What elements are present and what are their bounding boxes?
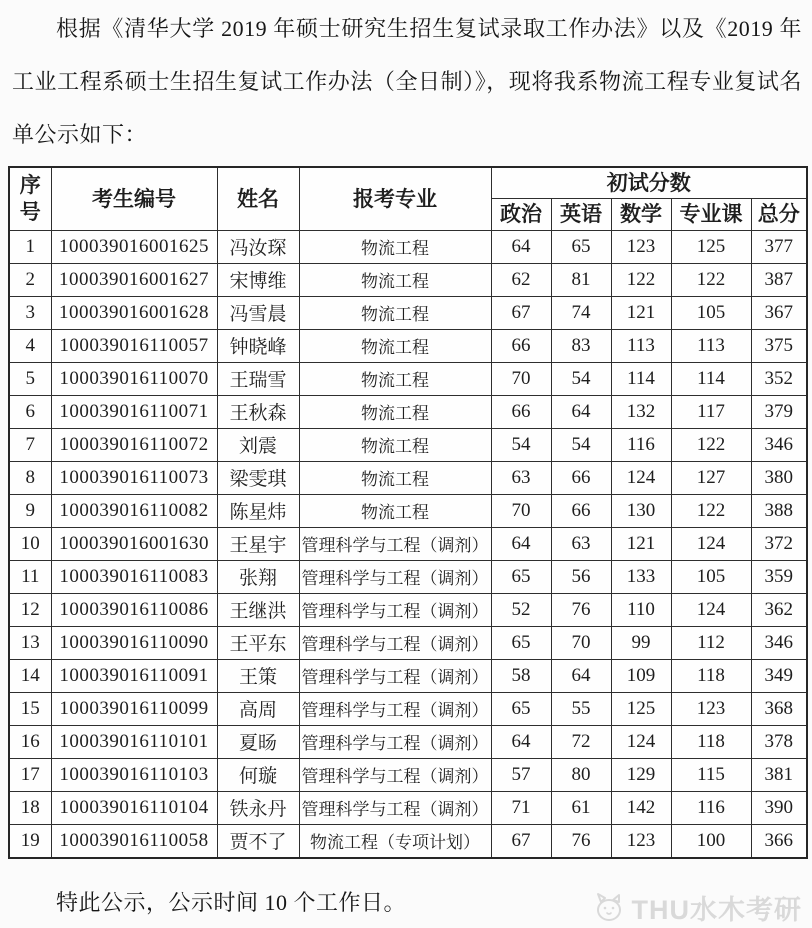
cell-seq: 4 [9, 329, 51, 362]
cell-math-score: 122 [611, 263, 671, 296]
cell-major: 管理科学与工程（调剂） [299, 791, 491, 824]
table-row [9, 428, 807, 461]
cell-course-score: 125 [671, 230, 751, 263]
table-row [9, 593, 807, 626]
cell-total-score: 390 [751, 791, 807, 824]
cell-english-score: 56 [551, 560, 611, 593]
cell-name: 王瑞雪 [217, 362, 299, 395]
cell-english-score: 74 [551, 296, 611, 329]
cell-politics-score: 65 [491, 692, 551, 725]
cell-candidate-id: 100039016110073 [51, 461, 217, 494]
table-row [9, 494, 807, 527]
cell-seq: 10 [9, 527, 51, 560]
cell-english-score: 83 [551, 329, 611, 362]
cell-english-score: 66 [551, 461, 611, 494]
table-row [9, 791, 807, 824]
cell-course-score: 113 [671, 329, 751, 362]
cell-total-score: 388 [751, 494, 807, 527]
cell-english-score: 70 [551, 626, 611, 659]
table-header [9, 167, 807, 231]
cell-politics-score: 54 [491, 428, 551, 461]
cell-major: 物流工程 [299, 461, 491, 494]
cell-name: 王星宇 [217, 527, 299, 560]
col-header-course: 专业课 [671, 198, 751, 230]
cell-candidate-id: 100039016110058 [51, 824, 217, 858]
cell-major: 物流工程 [299, 296, 491, 329]
cell-total-score: 380 [751, 461, 807, 494]
cell-total-score: 346 [751, 428, 807, 461]
table-row [9, 329, 807, 362]
cell-total-score: 352 [751, 362, 807, 395]
cell-course-score: 118 [671, 725, 751, 758]
cell-math-score: 132 [611, 395, 671, 428]
table-row [9, 626, 807, 659]
cell-seq: 14 [9, 659, 51, 692]
cell-math-score: 109 [611, 659, 671, 692]
cell-seq: 17 [9, 758, 51, 791]
footer-paragraph: 特此公示，公示时间 10 个工作日。 [56, 889, 407, 915]
cell-name: 张翔 [217, 560, 299, 593]
cell-math-score: 142 [611, 791, 671, 824]
cell-politics-score: 65 [491, 626, 551, 659]
cell-math-score: 125 [611, 692, 671, 725]
cell-candidate-id: 100039016110091 [51, 659, 217, 692]
cell-name: 王秋森 [217, 395, 299, 428]
cell-candidate-id: 100039016110071 [51, 395, 217, 428]
cell-math-score: 116 [611, 428, 671, 461]
cell-total-score: 366 [751, 824, 807, 858]
cell-major: 物流工程 [299, 395, 491, 428]
cell-total-score: 346 [751, 626, 807, 659]
cell-major: 管理科学与工程（调剂） [299, 659, 491, 692]
cell-english-score: 63 [551, 527, 611, 560]
cell-total-score: 387 [751, 263, 807, 296]
cell-course-score: 122 [671, 494, 751, 527]
cell-english-score: 66 [551, 494, 611, 527]
cell-politics-score: 70 [491, 494, 551, 527]
cell-course-score: 124 [671, 527, 751, 560]
table-row [9, 824, 807, 858]
cell-seq: 13 [9, 626, 51, 659]
cell-name: 王平东 [217, 626, 299, 659]
table-row [9, 395, 807, 428]
cell-course-score: 116 [671, 791, 751, 824]
cell-english-score: 55 [551, 692, 611, 725]
cell-math-score: 99 [611, 626, 671, 659]
cell-politics-score: 64 [491, 527, 551, 560]
cell-major: 管理科学与工程（调剂） [299, 560, 491, 593]
cell-name: 王策 [217, 659, 299, 692]
cell-politics-score: 67 [491, 824, 551, 858]
table-row [9, 296, 807, 329]
cell-english-score: 54 [551, 428, 611, 461]
cell-politics-score: 65 [491, 560, 551, 593]
col-header-math: 数学 [611, 198, 671, 230]
cell-candidate-id: 100039016110082 [51, 494, 217, 527]
table-row [9, 461, 807, 494]
cell-candidate-id: 100039016110070 [51, 362, 217, 395]
cell-major: 管理科学与工程（调剂） [299, 692, 491, 725]
cell-math-score: 130 [611, 494, 671, 527]
footer-area [0, 886, 812, 928]
cell-major: 物流工程 [299, 230, 491, 263]
cell-seq: 12 [9, 593, 51, 626]
document-page [0, 2, 812, 928]
cell-name: 王继洪 [217, 593, 299, 626]
cell-english-score: 64 [551, 395, 611, 428]
cell-math-score: 124 [611, 461, 671, 494]
cell-candidate-id: 100039016110057 [51, 329, 217, 362]
table-row [9, 659, 807, 692]
cell-seq: 7 [9, 428, 51, 461]
cell-english-score: 65 [551, 230, 611, 263]
cell-math-score: 123 [611, 824, 671, 858]
cell-politics-score: 70 [491, 362, 551, 395]
cell-major: 管理科学与工程（调剂） [299, 593, 491, 626]
cell-course-score: 122 [671, 428, 751, 461]
cell-total-score: 379 [751, 395, 807, 428]
cell-english-score: 72 [551, 725, 611, 758]
cell-name: 梁雯琪 [217, 461, 299, 494]
cat-logo-icon [593, 892, 627, 922]
cell-course-score: 112 [671, 626, 751, 659]
cell-name: 何璇 [217, 758, 299, 791]
cell-english-score: 81 [551, 263, 611, 296]
cell-seq: 6 [9, 395, 51, 428]
cell-english-score: 61 [551, 791, 611, 824]
table-row [9, 527, 807, 560]
cell-course-score: 117 [671, 395, 751, 428]
cell-candidate-id: 100039016110086 [51, 593, 217, 626]
table-row [9, 263, 807, 296]
cell-course-score: 123 [671, 692, 751, 725]
cell-math-score: 110 [611, 593, 671, 626]
cell-candidate-id: 100039016110104 [51, 791, 217, 824]
cell-total-score: 359 [751, 560, 807, 593]
col-header-politics: 政治 [491, 198, 551, 230]
cell-seq: 15 [9, 692, 51, 725]
cell-total-score: 375 [751, 329, 807, 362]
cell-major: 管理科学与工程（调剂） [299, 725, 491, 758]
cell-course-score: 105 [671, 296, 751, 329]
cell-name: 宋博维 [217, 263, 299, 296]
cell-major: 管理科学与工程（调剂） [299, 626, 491, 659]
cell-candidate-id: 100039016110103 [51, 758, 217, 791]
watermark-text: THU水木考研 [631, 894, 802, 925]
cell-seq: 8 [9, 461, 51, 494]
cell-politics-score: 64 [491, 230, 551, 263]
cell-seq: 3 [9, 296, 51, 329]
cell-candidate-id: 100039016110101 [51, 725, 217, 758]
cell-total-score: 367 [751, 296, 807, 329]
col-header-total: 总分 [751, 198, 807, 230]
cell-candidate-id: 100039016110072 [51, 428, 217, 461]
cell-candidate-id: 100039016001630 [51, 527, 217, 560]
candidates-table [8, 166, 808, 859]
cell-total-score: 372 [751, 527, 807, 560]
cell-seq: 11 [9, 560, 51, 593]
cell-major: 物流工程 [299, 263, 491, 296]
cell-course-score: 100 [671, 824, 751, 858]
cell-politics-score: 62 [491, 263, 551, 296]
cell-name: 冯雪晨 [217, 296, 299, 329]
cell-politics-score: 66 [491, 395, 551, 428]
cell-total-score: 381 [751, 758, 807, 791]
cell-candidate-id: 100039016110083 [51, 560, 217, 593]
cell-course-score: 118 [671, 659, 751, 692]
cell-course-score: 124 [671, 593, 751, 626]
table-row [9, 560, 807, 593]
cell-politics-score: 57 [491, 758, 551, 791]
cell-candidate-id: 100039016110090 [51, 626, 217, 659]
cell-name: 钟晓峰 [217, 329, 299, 362]
cell-seq: 9 [9, 494, 51, 527]
cell-course-score: 122 [671, 263, 751, 296]
cell-major: 物流工程 [299, 329, 491, 362]
cell-seq: 16 [9, 725, 51, 758]
cell-major: 物流工程 [299, 428, 491, 461]
cell-politics-score: 63 [491, 461, 551, 494]
cell-english-score: 76 [551, 824, 611, 858]
cell-major: 物流工程 [299, 362, 491, 395]
cell-name: 高周 [217, 692, 299, 725]
cell-name: 陈星炜 [217, 494, 299, 527]
cell-major: 物流工程（专项计划） [299, 824, 491, 858]
table-row [9, 692, 807, 725]
cell-name: 冯汝琛 [217, 230, 299, 263]
cell-english-score: 54 [551, 362, 611, 395]
cell-math-score: 124 [611, 725, 671, 758]
cell-major: 管理科学与工程（调剂） [299, 527, 491, 560]
table-body [9, 230, 807, 858]
cell-seq: 18 [9, 791, 51, 824]
cell-politics-score: 52 [491, 593, 551, 626]
cell-seq: 1 [9, 230, 51, 263]
watermark [593, 888, 803, 927]
cell-politics-score: 58 [491, 659, 551, 692]
cell-course-score: 105 [671, 560, 751, 593]
cell-seq: 19 [9, 824, 51, 858]
col-header-english: 英语 [551, 198, 611, 230]
cell-major: 物流工程 [299, 494, 491, 527]
cell-math-score: 114 [611, 362, 671, 395]
cell-politics-score: 66 [491, 329, 551, 362]
cell-politics-score: 71 [491, 791, 551, 824]
cell-candidate-id: 100039016001625 [51, 230, 217, 263]
cell-math-score: 129 [611, 758, 671, 791]
cell-name: 夏旸 [217, 725, 299, 758]
col-header-seq: 序号 [9, 167, 51, 231]
intro-paragraph: 根据《清华大学 2019 年硕士研究生招生复试录取工作办法》以及《2019 年工业工程系硕士生招生复试工作办法（全日制）》，现将我系物流工程专业复试名单公示如下： [12, 16, 802, 148]
col-header-major: 报考专业 [299, 167, 491, 231]
cell-seq: 5 [9, 362, 51, 395]
col-header-candidate-id: 考生编号 [51, 167, 217, 231]
cell-name: 刘震 [217, 428, 299, 461]
col-header-name: 姓名 [217, 167, 299, 231]
cell-english-score: 76 [551, 593, 611, 626]
table-row [9, 725, 807, 758]
cell-english-score: 80 [551, 758, 611, 791]
cell-seq: 2 [9, 263, 51, 296]
cell-math-score: 121 [611, 296, 671, 329]
cell-total-score: 349 [751, 659, 807, 692]
table-row [9, 758, 807, 791]
cell-course-score: 115 [671, 758, 751, 791]
cell-total-score: 362 [751, 593, 807, 626]
cell-total-score: 378 [751, 725, 807, 758]
cell-course-score: 127 [671, 461, 751, 494]
cell-math-score: 113 [611, 329, 671, 362]
cell-total-score: 368 [751, 692, 807, 725]
cell-politics-score: 67 [491, 296, 551, 329]
cell-politics-score: 64 [491, 725, 551, 758]
cell-major: 管理科学与工程（调剂） [299, 758, 491, 791]
col-header-scores-group: 初试分数 [491, 167, 807, 199]
cell-math-score: 121 [611, 527, 671, 560]
cell-english-score: 64 [551, 659, 611, 692]
cell-name: 贾不了 [217, 824, 299, 858]
cell-math-score: 133 [611, 560, 671, 593]
table-row [9, 362, 807, 395]
cell-course-score: 114 [671, 362, 751, 395]
table-row [9, 230, 807, 263]
cell-candidate-id: 100039016110099 [51, 692, 217, 725]
cell-math-score: 123 [611, 230, 671, 263]
cell-candidate-id: 100039016001627 [51, 263, 217, 296]
cell-total-score: 377 [751, 230, 807, 263]
cell-candidate-id: 100039016001628 [51, 296, 217, 329]
cell-name: 铁永丹 [217, 791, 299, 824]
